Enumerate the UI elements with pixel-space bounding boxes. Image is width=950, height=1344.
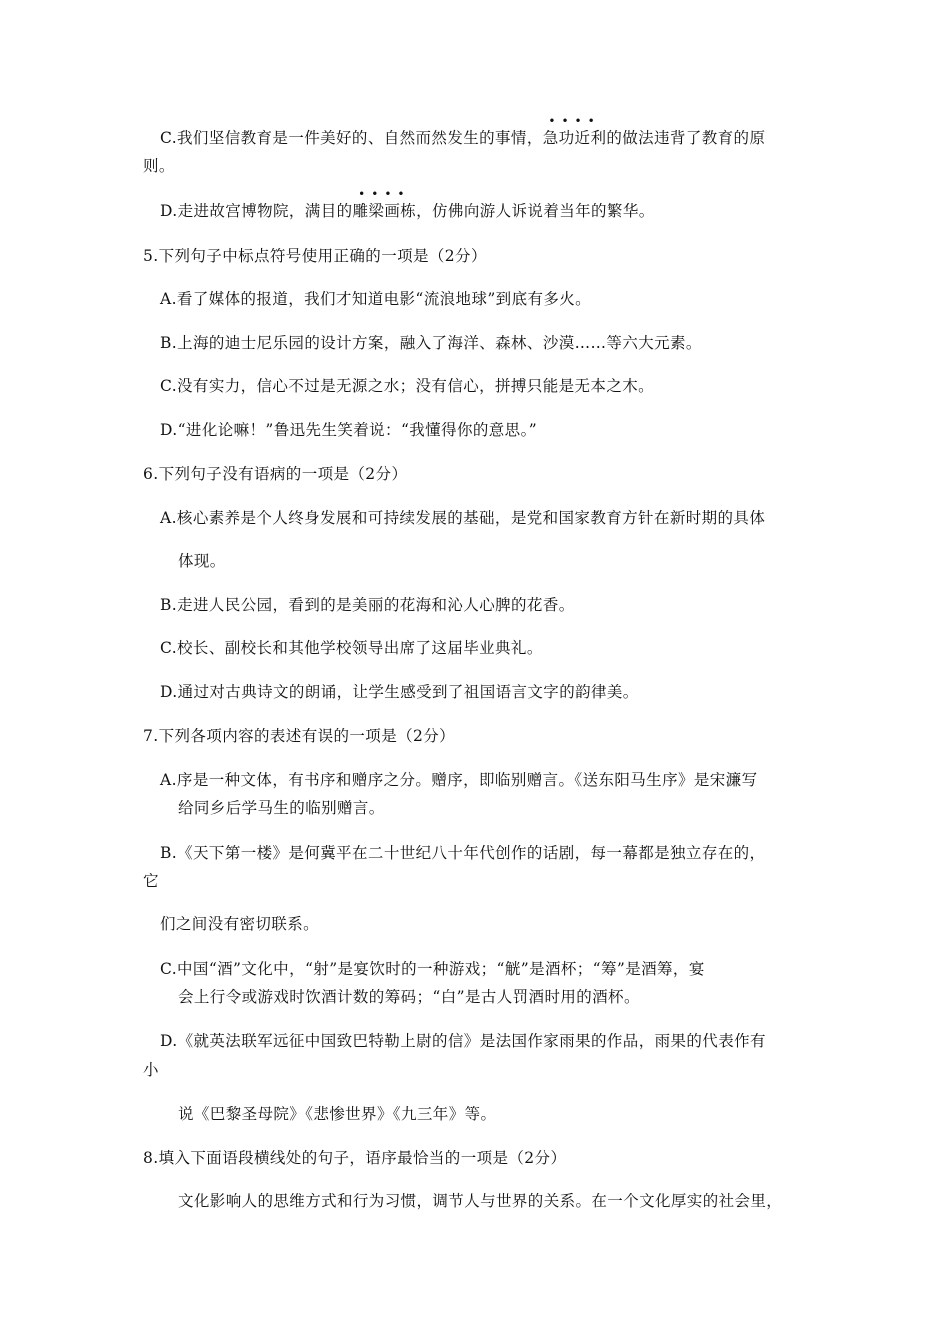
emphasis-dot-marks: •••• (358, 187, 411, 201)
q7-option-b-continuation: 们之间没有密切联系。 (160, 915, 320, 933)
q7-option-a-continuation: 给同乡后学马生的临别赠言。 (178, 799, 385, 817)
q4-option-d (160, 187, 655, 221)
q6-option-d: D.通过对古典诗文的朗诵，让学生感受到了祖国语言文字的韵律美。 (160, 683, 639, 701)
q4-option-d-text: D.走进故宫博物院，满目的 (160, 202, 353, 220)
q7-title: 7.下列各项内容的表述有误的一项是（2分） (143, 727, 456, 745)
q6-option-a-continuation: 体现。 (178, 552, 226, 570)
q7-option-b: B.《天下第一楼》是何冀平在二十世纪八十年代创作的话剧，每一幕都是独立存在的， (160, 844, 766, 862)
q6-option-a: A.核心素养是个人终身发展和可持续发展的基础，是党和国家教育方针在新时期的具体 (160, 509, 766, 527)
q6-title: 6.下列句子没有语病的一项是（2分） (143, 465, 408, 483)
q7-option-c-continuation: 会上行令或游戏时饮酒计数的筹码；“白”是古人罚酒时用的酒杯。 (178, 988, 640, 1006)
q4-option-c-text-end: 的做法违背了教育的原 (606, 129, 766, 147)
q6-option-c: C.校长、副校长和其他学校领导出席了这届毕业典礼。 (160, 639, 543, 657)
q7-option-d-continuation: 说《巴黎圣母院》《悲惨世界》《九三年》等。 (178, 1105, 497, 1123)
q5-option-d: D.“进化论嘛！”鲁迅先生笑着说：“我懂得你的意思。” (160, 421, 538, 439)
q7-option-b-wrap: 它 (143, 872, 159, 890)
q8-title: 8.填入下面语段横线处的句子，语序最恰当的一项是（2分） (143, 1149, 567, 1167)
q7-option-d-wrap: 小 (143, 1061, 159, 1079)
emphasis-dots-ji-gong-jin-li (542, 114, 607, 148)
q4-option-d-text-end: ，仿佛向游人诉说着当年的繁华。 (416, 202, 655, 220)
q8-paragraph: 文化影响人的思维方式和行为习惯，调节人与世界的关系。在一个文化厚实的社会里， (178, 1192, 783, 1210)
q7-option-c: C.中国“酒”文化中，“射”是宴饮时的一种游戏；“觥”是酒杯；“筹”是酒筹，宴 (160, 960, 705, 978)
q5-option-b: B.上海的迪士尼乐园的设计方案，融入了海洋、森林、沙漠……等六大元素。 (160, 334, 702, 352)
q5-title: 5.下列句子中标点符号使用正确的一项是（2分） (143, 247, 487, 265)
q4-option-c-emphasized: 急功近利 (542, 129, 607, 147)
emphasis-dot-marks: •••• (548, 114, 601, 128)
emphasis-dots-diao-liang-hua-dong (352, 187, 417, 221)
q7-option-d: D.《就英法联军远征中国致巴特勒上尉的信》是法国作家雨果的作品，雨果的代表作有 (160, 1032, 766, 1050)
q5-option-a: A.看了媒体的报道，我们才知道电影“流浪地球”到底有多火。 (160, 290, 592, 308)
q4-option-c (160, 114, 766, 148)
q4-option-c-text: C.我们坚信教育是一件美好的、自然而然发生的事情， (160, 129, 543, 147)
q6-option-b: B.走进人民公园，看到的是美丽的花海和沁人心脾的花香。 (160, 596, 575, 614)
q4-option-c-continuation: 则。 (143, 157, 175, 175)
q7-option-a: A.序是一种文体，有书序和赠序之分。赠序，即临别赠言。《送东阳马生序》是宋濂写 (160, 771, 758, 789)
q5-option-c: C.没有实力，信心不过是无源之水；没有信心，拼搏只能是无本之木。 (160, 377, 655, 395)
q4-option-d-emphasized: 雕梁画栋 (352, 202, 417, 220)
